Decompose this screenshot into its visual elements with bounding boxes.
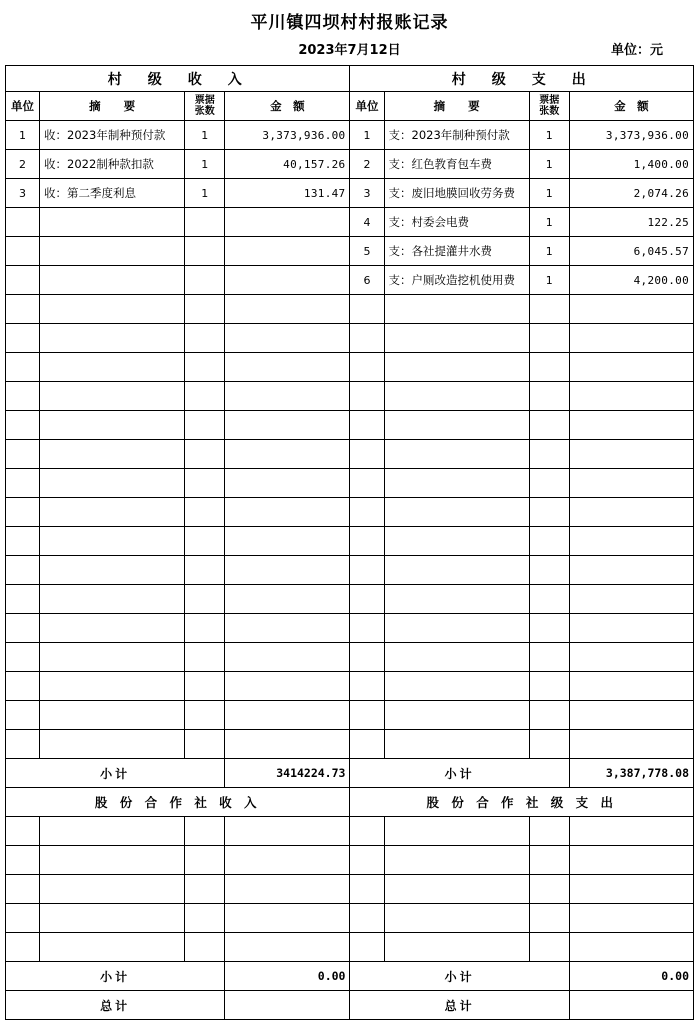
col-header-expense-summary: 摘 要 (384, 92, 529, 121)
expense-row-no (350, 527, 384, 556)
report-date: 2023年7月12日 (298, 43, 401, 58)
subtitle-row (0, 39, 699, 61)
expense-row-vouchers (529, 875, 569, 904)
expense-subtotal-label: 小计 (350, 759, 569, 788)
expense-row-no: 2 (350, 150, 384, 179)
expense-row-summary (384, 730, 529, 759)
expense-row-no (350, 324, 384, 353)
currency-unit-label: 单位：元 (610, 43, 663, 58)
ledger-table (5, 65, 694, 1020)
income-row-summary (40, 324, 185, 353)
income-row-amount: 40,157.26 (225, 150, 350, 179)
expense-row-amount (569, 875, 693, 904)
expense-row-no (350, 846, 384, 875)
income-row-vouchers (185, 846, 225, 875)
income-row-no (6, 295, 40, 324)
expense-row-no (350, 295, 384, 324)
income-row-amount (225, 237, 350, 266)
expense-row-amount: 122.25 (569, 208, 693, 237)
income-row-vouchers (185, 295, 225, 324)
income-row-amount (225, 933, 350, 962)
expense-row-amount (569, 556, 693, 585)
income-row-amount (225, 817, 350, 846)
income-row-no (6, 353, 40, 382)
income-row-amount (225, 208, 350, 237)
expense-row-summary (384, 353, 529, 382)
col-header-expense-unit: 单位 (350, 92, 384, 121)
expense-row-no: 1 (350, 121, 384, 150)
col-header-income-amount: 金 额 (225, 92, 350, 121)
income-row-no (6, 643, 40, 672)
expense-row-summary (384, 817, 529, 846)
expense-row-vouchers: 1 (529, 150, 569, 179)
income-total-label: 总计 (6, 991, 225, 1020)
income-row-summary: 收：第二季度利息 (40, 179, 185, 208)
expense-row-amount: 1,400.00 (569, 150, 693, 179)
expense-row-amount (569, 469, 693, 498)
income-row-summary (40, 672, 185, 701)
income-row-no (6, 527, 40, 556)
expense-row-amount (569, 904, 693, 933)
expense-row-summary (384, 440, 529, 469)
income-subtotal-label: 小计 (6, 759, 225, 788)
income-row-amount (225, 498, 350, 527)
page-title: 平川镇四坝村村报账记录 (250, 13, 449, 33)
expense-row-summary (384, 469, 529, 498)
expense-row-vouchers (529, 730, 569, 759)
expense-row-summary (384, 382, 529, 411)
table-row (6, 295, 694, 324)
expense-row-vouchers (529, 701, 569, 730)
expense-row-amount (569, 701, 693, 730)
income-row-vouchers (185, 266, 225, 295)
table-row (6, 179, 694, 208)
expense-row-vouchers (529, 440, 569, 469)
expense-subtotal-amount: 3,387,778.08 (569, 759, 693, 788)
income-row-no (6, 411, 40, 440)
expense-row-vouchers (529, 411, 569, 440)
income-row-no: 3 (6, 179, 40, 208)
income-row-no (6, 237, 40, 266)
income-row-summary (40, 846, 185, 875)
income-row-amount (225, 730, 350, 759)
income-row-no (6, 208, 40, 237)
expense-row-no (350, 382, 384, 411)
expense-row-vouchers (529, 382, 569, 411)
income-row-summary (40, 904, 185, 933)
table-row (6, 150, 694, 179)
expense-row-no (350, 730, 384, 759)
income-row-no: 2 (6, 150, 40, 179)
expense-row-amount (569, 382, 693, 411)
income-row-amount (225, 846, 350, 875)
column-header-row (6, 92, 694, 121)
income-row-no (6, 701, 40, 730)
income-row-vouchers (185, 672, 225, 701)
income-row-amount: 131.47 (225, 179, 350, 208)
income-row-summary: 收：2023年制种预付款 (40, 121, 185, 150)
income-row-vouchers (185, 208, 225, 237)
expense-row-amount (569, 411, 693, 440)
table-row (6, 701, 694, 730)
table-row (6, 382, 694, 411)
expense-row-summary (384, 324, 529, 353)
income-row-amount (225, 556, 350, 585)
expense-row-summary: 支：废旧地膜回收劳务费 (384, 179, 529, 208)
expense-row-summary (384, 875, 529, 904)
income-row-vouchers: 1 (185, 179, 225, 208)
income-row-amount (225, 353, 350, 382)
income-row-vouchers (185, 469, 225, 498)
table-row (6, 904, 694, 933)
income-row-vouchers: 1 (185, 150, 225, 179)
expense-row-vouchers (529, 904, 569, 933)
expense-row-vouchers (529, 295, 569, 324)
income-row-summary (40, 614, 185, 643)
income-row-summary (40, 817, 185, 846)
table-row (6, 846, 694, 875)
income-row-no (6, 933, 40, 962)
expense-row-vouchers: 1 (529, 121, 569, 150)
expense-row-amount (569, 643, 693, 672)
expense-row-summary (384, 672, 529, 701)
income-row-summary (40, 382, 185, 411)
income-row-vouchers (185, 382, 225, 411)
expense-row-amount (569, 817, 693, 846)
table-row (6, 469, 694, 498)
income-row-vouchers (185, 817, 225, 846)
expense-row-summary: 支：各社提灌井水费 (384, 237, 529, 266)
expense-row-summary (384, 904, 529, 933)
expense-row-no (350, 353, 384, 382)
expense-row-no: 6 (350, 266, 384, 295)
income-total-amount (225, 991, 350, 1020)
expense-row-vouchers: 1 (529, 237, 569, 266)
expense-row-no (350, 933, 384, 962)
income-row-summary (40, 498, 185, 527)
income-row-summary (40, 440, 185, 469)
expense-row-no (350, 672, 384, 701)
section-header-row (6, 66, 694, 92)
income-row-amount (225, 266, 350, 295)
expense-row-amount: 6,045.57 (569, 237, 693, 266)
table-row (6, 730, 694, 759)
expense-row-vouchers (529, 324, 569, 353)
income-row-summary (40, 556, 185, 585)
expense-row-vouchers (529, 469, 569, 498)
income-row-no (6, 875, 40, 904)
income-row-amount (225, 382, 350, 411)
expense-row-amount (569, 353, 693, 382)
expense-row-no (350, 440, 384, 469)
income-row-summary (40, 643, 185, 672)
expense-row-summary: 支：红色教育包车费 (384, 150, 529, 179)
expense-row-amount: 3,373,936.00 (569, 121, 693, 150)
income-row-vouchers (185, 933, 225, 962)
expense-row-summary (384, 295, 529, 324)
income-row-summary (40, 295, 185, 324)
expense-row-vouchers: 1 (529, 208, 569, 237)
col-header-income-unit: 单位 (6, 92, 40, 121)
expense-row-no (350, 498, 384, 527)
share-income-subtotal-label: 小计 (6, 962, 225, 991)
expense-row-summary (384, 498, 529, 527)
income-row-vouchers (185, 556, 225, 585)
income-row-no: 1 (6, 121, 40, 150)
income-row-summary (40, 585, 185, 614)
table-row (6, 237, 694, 266)
income-row-summary (40, 469, 185, 498)
income-row-no (6, 846, 40, 875)
expense-row-amount (569, 672, 693, 701)
table-row (6, 933, 694, 962)
table-row (6, 353, 694, 382)
income-row-vouchers (185, 730, 225, 759)
share-income-subtotal-amount: 0.00 (225, 962, 350, 991)
table-row (6, 556, 694, 585)
share-expense-subtotal-label: 小计 (350, 962, 569, 991)
share-subtotal-row (6, 962, 694, 991)
expense-row-no: 3 (350, 179, 384, 208)
income-row-summary (40, 353, 185, 382)
income-row-amount (225, 875, 350, 904)
income-row-vouchers (185, 411, 225, 440)
income-row-vouchers (185, 440, 225, 469)
expense-row-summary (384, 933, 529, 962)
expense-row-vouchers (529, 672, 569, 701)
expense-row-amount: 2,074.26 (569, 179, 693, 208)
col-header-expense-vouchers-line2: 张数 (539, 106, 560, 117)
table-row (6, 498, 694, 527)
expense-row-amount (569, 527, 693, 556)
table-row (6, 266, 694, 295)
expense-row-vouchers (529, 614, 569, 643)
income-row-vouchers (185, 324, 225, 353)
income-row-no (6, 266, 40, 295)
income-row-amount (225, 614, 350, 643)
expense-row-no (350, 643, 384, 672)
income-row-no (6, 672, 40, 701)
income-row-vouchers (185, 498, 225, 527)
expense-section-header: 村 级 支 出 (350, 66, 694, 92)
expense-row-amount (569, 498, 693, 527)
expense-row-no (350, 904, 384, 933)
income-row-no (6, 498, 40, 527)
income-row-summary (40, 933, 185, 962)
expense-total-amount (569, 991, 693, 1020)
income-row-vouchers (185, 614, 225, 643)
expense-row-summary (384, 846, 529, 875)
table-row (6, 208, 694, 237)
share-expense-section-header: 股 份 合 作 社 级 支 出 (350, 788, 694, 817)
expense-row-no (350, 556, 384, 585)
expense-row-vouchers (529, 846, 569, 875)
share-income-section-header: 股 份 合 作 社 收 入 (6, 788, 350, 817)
table-row (6, 672, 694, 701)
expense-row-amount (569, 933, 693, 962)
expense-row-no: 4 (350, 208, 384, 237)
income-row-amount (225, 411, 350, 440)
income-row-summary: 收：2022制种款扣款 (40, 150, 185, 179)
income-row-vouchers (185, 643, 225, 672)
col-header-expense-vouchers-line1: 票据 (539, 94, 560, 106)
expense-row-no (350, 411, 384, 440)
table-row (6, 324, 694, 353)
expense-row-no: 5 (350, 237, 384, 266)
income-row-vouchers (185, 237, 225, 266)
income-row-no (6, 324, 40, 353)
income-row-summary (40, 411, 185, 440)
income-row-vouchers (185, 585, 225, 614)
grand-total-row (6, 991, 694, 1020)
col-header-income-vouchers-line2: 张数 (194, 106, 215, 117)
expense-row-amount: 4,200.00 (569, 266, 693, 295)
expense-row-no (350, 614, 384, 643)
expense-total-label: 总计 (350, 991, 569, 1020)
expense-row-amount (569, 730, 693, 759)
expense-row-vouchers (529, 527, 569, 556)
income-row-vouchers (185, 875, 225, 904)
income-row-vouchers (185, 904, 225, 933)
expense-row-vouchers (529, 353, 569, 382)
table-row (6, 527, 694, 556)
income-row-summary (40, 237, 185, 266)
expense-row-amount (569, 614, 693, 643)
income-row-summary (40, 701, 185, 730)
income-row-summary (40, 266, 185, 295)
expense-row-summary (384, 701, 529, 730)
expense-row-vouchers (529, 498, 569, 527)
income-row-no (6, 904, 40, 933)
income-row-amount (225, 440, 350, 469)
expense-row-summary: 支：2023年制种预付款 (384, 121, 529, 150)
expense-row-summary (384, 411, 529, 440)
income-row-vouchers: 1 (185, 121, 225, 150)
expense-row-no (350, 817, 384, 846)
income-section-header: 村 级 收 入 (6, 66, 350, 92)
income-row-vouchers (185, 527, 225, 556)
income-row-no (6, 730, 40, 759)
village-subtotal-row (6, 759, 694, 788)
expense-row-no (350, 585, 384, 614)
table-row (6, 643, 694, 672)
expense-row-no (350, 875, 384, 904)
income-row-no (6, 556, 40, 585)
col-header-income-summary: 摘 要 (40, 92, 185, 121)
table-row (6, 411, 694, 440)
income-row-summary (40, 208, 185, 237)
share-expense-subtotal-amount: 0.00 (569, 962, 693, 991)
expense-row-no (350, 701, 384, 730)
expense-row-vouchers: 1 (529, 266, 569, 295)
income-row-summary (40, 875, 185, 904)
income-row-no (6, 382, 40, 411)
income-row-summary (40, 730, 185, 759)
expense-row-summary: 支：户厕改造挖机使用费 (384, 266, 529, 295)
income-subtotal-amount: 3414224.73 (225, 759, 350, 788)
table-row (6, 440, 694, 469)
income-row-no (6, 817, 40, 846)
expense-row-no (350, 469, 384, 498)
income-row-no (6, 440, 40, 469)
income-row-amount (225, 904, 350, 933)
col-header-income-vouchers (185, 92, 225, 121)
income-row-amount (225, 701, 350, 730)
expense-row-amount (569, 585, 693, 614)
expense-row-amount (569, 324, 693, 353)
table-row (6, 585, 694, 614)
income-row-amount (225, 527, 350, 556)
col-header-expense-vouchers (529, 92, 569, 121)
expense-row-summary (384, 643, 529, 672)
income-row-amount (225, 585, 350, 614)
income-row-vouchers (185, 701, 225, 730)
expense-row-vouchers (529, 817, 569, 846)
col-header-expense-amount: 金 额 (569, 92, 693, 121)
expense-row-summary: 支：村委会电费 (384, 208, 529, 237)
expense-row-amount (569, 295, 693, 324)
income-row-amount (225, 643, 350, 672)
income-row-amount (225, 469, 350, 498)
expense-row-vouchers (529, 556, 569, 585)
table-row (6, 875, 694, 904)
income-row-no (6, 585, 40, 614)
income-row-amount (225, 295, 350, 324)
expense-row-vouchers (529, 643, 569, 672)
expense-row-amount (569, 440, 693, 469)
expense-row-summary (384, 556, 529, 585)
income-row-no (6, 614, 40, 643)
expense-row-summary (384, 585, 529, 614)
income-row-amount (225, 324, 350, 353)
expense-row-summary (384, 614, 529, 643)
table-row (6, 817, 694, 846)
expense-row-vouchers (529, 585, 569, 614)
table-row (6, 121, 694, 150)
table-row (6, 614, 694, 643)
expense-row-vouchers (529, 933, 569, 962)
income-row-amount (225, 672, 350, 701)
income-row-no (6, 469, 40, 498)
expense-row-vouchers: 1 (529, 179, 569, 208)
income-row-vouchers (185, 353, 225, 382)
expense-row-amount (569, 846, 693, 875)
income-row-amount: 3,373,936.00 (225, 121, 350, 150)
col-header-income-vouchers-line1: 票据 (194, 94, 215, 106)
expense-row-summary (384, 527, 529, 556)
income-row-summary (40, 527, 185, 556)
